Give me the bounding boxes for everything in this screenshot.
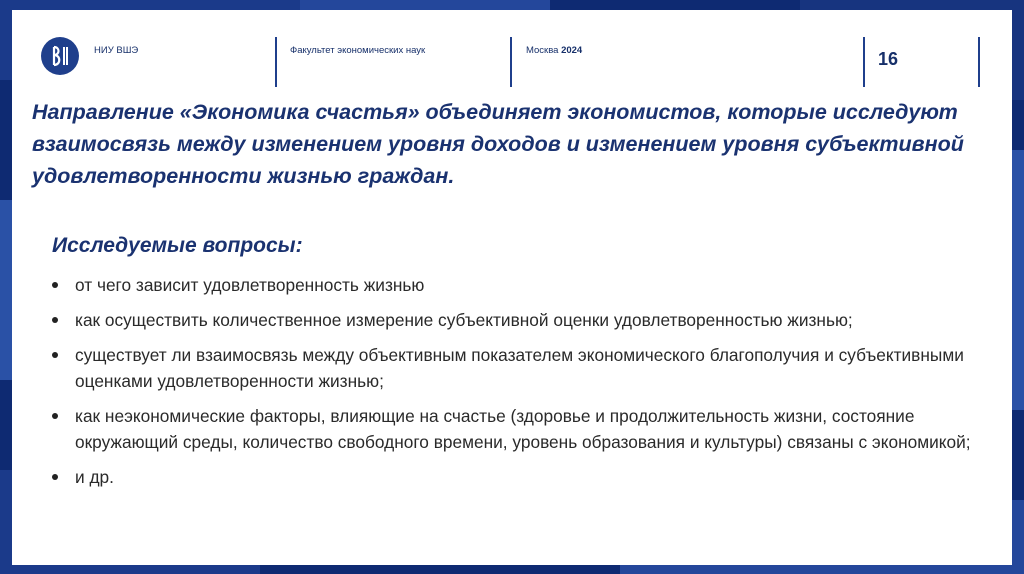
bullet-icon <box>52 282 58 288</box>
header-divider <box>510 37 512 87</box>
header-divider <box>978 37 980 87</box>
questions-list <box>42 272 972 499</box>
list-item: существует ли взаимосвязь между объективным показателем экономического благополучия и субъективными оценками удовлетворенности жизнью; <box>42 342 972 394</box>
questions-heading: Исследуемые вопросы: <box>52 234 303 257</box>
list-item: и др. <box>42 464 972 490</box>
bullet-icon <box>52 352 58 358</box>
city: Москва <box>526 45 559 56</box>
list-item: как осуществить количественное измерение субъективной оценки удовлетворенностью жизнью; <box>42 307 972 333</box>
faculty-name: Факультет экономических наук <box>290 45 426 56</box>
slide-headline: Направление «Экономика счастья» объединяет экономистов, которые исследуют взаимосвязь между изменением уровня доходов и изменением уровня субъективной удовлетворенности жизнью граждан. <box>32 100 964 188</box>
bullet-icon <box>52 413 58 419</box>
org-name: НИУ ВШЭ <box>94 45 139 56</box>
page-number: 16 <box>878 49 899 69</box>
slide-header <box>12 10 1012 90</box>
header-divider <box>275 37 277 87</box>
bullet-icon <box>52 317 58 323</box>
slide <box>12 10 1012 565</box>
year: 2024 <box>561 45 583 56</box>
list-item: от чего зависит удовлетворенность жизнью <box>42 272 972 298</box>
city-year <box>526 45 582 56</box>
list-item: как неэкономические факторы, влияющие на счастье (здоровье и продолжительность жизни, состояние окружающий среды, количество свободного времени, уровень образования и культуры) связаны с экономикой; <box>42 403 972 455</box>
bullet-icon <box>52 474 58 480</box>
hse-logo-icon <box>41 37 79 75</box>
header-divider <box>863 37 865 87</box>
